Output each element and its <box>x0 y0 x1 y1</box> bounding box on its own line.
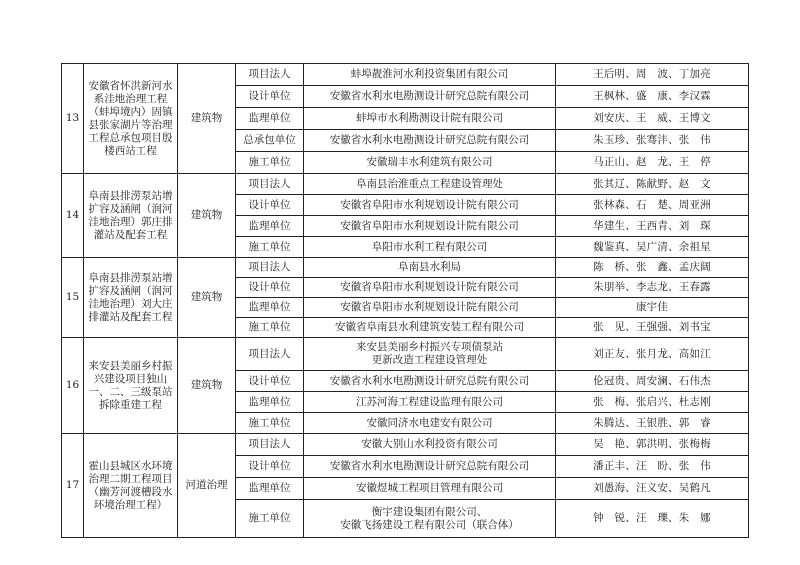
unit-role: 设计单位 <box>236 278 304 298</box>
unit-role: 施工单位 <box>236 318 304 338</box>
unit-persons: 朱朋举、李志龙、王春露 <box>556 278 749 298</box>
unit-role: 监理单位 <box>236 478 304 500</box>
unit-company <box>304 338 556 371</box>
unit-company: 安徽瑞丰水利建筑有限公司 <box>304 152 556 174</box>
unit-company: 安徽省水利水电勘测设计研究总院有限公司 <box>304 456 556 478</box>
unit-persons: 刘安庆、王 威、王博文 <box>556 108 749 130</box>
project-name: 霍山县城区水环境治理二期工程项目（幽芳河渡槽段水环境治理工程） <box>84 434 178 538</box>
unit-persons: 王后明、周 波、丁加亮 <box>556 64 749 86</box>
project-name: 安徽省怀洪新河水系洼地治理工程（蚌埠境内）固镇县张家湖片等治理工程总承包项目殷楼西站工程 <box>84 64 178 174</box>
project-type: 建筑物 <box>178 258 236 338</box>
unit-persons: 钟 锐、汪 瓅、朱 娜 <box>556 500 749 538</box>
unit-persons: 朱腾达、王银胜、郭 睿 <box>556 413 749 434</box>
table-row <box>62 174 749 195</box>
project-name: 阜南县排涝泵站增扩容及涵闸（润河洼地治理）郭庄排灌站及配套工程 <box>84 174 178 258</box>
unit-company: 安徽省阜阳市水利规划设计院有限公司 <box>304 216 556 237</box>
unit-company: 阜南县治淮重点工程建设管理处 <box>304 174 556 195</box>
row-number: 13 <box>62 64 84 174</box>
unit-role: 项目法人 <box>236 64 304 86</box>
unit-role: 监理单位 <box>236 216 304 237</box>
unit-company-line: 来安县美丽乡村振兴专项债泵站 <box>356 341 503 353</box>
unit-persons: 魏鉴真、吴广清、余祖星 <box>556 237 749 258</box>
unit-persons: 张 梅、张启兴、杜志刚 <box>556 392 749 413</box>
unit-role: 项目法人 <box>236 434 304 456</box>
unit-role: 施工单位 <box>236 500 304 538</box>
unit-company: 安徽大别山水利投资有限公司 <box>304 434 556 456</box>
unit-company: 安徽省水利水电勘测设计研究总院有限公司 <box>304 371 556 392</box>
unit-company: 蚌埠靓淮河水利投资集团有限公司 <box>304 64 556 86</box>
unit-company: 阜阳市水利工程有限公司 <box>304 237 556 258</box>
unit-role: 项目法人 <box>236 174 304 195</box>
unit-role: 设计单位 <box>236 86 304 108</box>
table-row <box>62 64 749 86</box>
unit-role: 总承包单位 <box>236 130 304 152</box>
unit-role: 监理单位 <box>236 392 304 413</box>
project-table <box>61 63 749 538</box>
unit-role: 监理单位 <box>236 108 304 130</box>
row-number: 14 <box>62 174 84 258</box>
unit-company: 安徽省阜阳市水利规划设计院有限公司 <box>304 278 556 298</box>
table-row <box>62 258 749 278</box>
unit-company <box>304 500 556 538</box>
unit-persons: 张 见、王强强、刘书宝 <box>556 318 749 338</box>
unit-role: 施工单位 <box>236 413 304 434</box>
unit-role: 设计单位 <box>236 456 304 478</box>
unit-persons: 张其辽、陈献野、赵 文 <box>556 174 749 195</box>
unit-company-line: 更新改造工程建设管理处 <box>371 354 488 366</box>
unit-role: 设计单位 <box>236 195 304 216</box>
project-type: 建筑物 <box>178 338 236 434</box>
unit-company: 江苏河海工程建设监理有限公司 <box>304 392 556 413</box>
unit-persons: 刘正友、张月龙、高如江 <box>556 338 749 371</box>
unit-persons: 朱玉珍、张骞沣、张 伟 <box>556 130 749 152</box>
unit-persons: 刘愚海、汪义安、吴鹤凡 <box>556 478 749 500</box>
unit-company: 安徽同济水电建安有限公司 <box>304 413 556 434</box>
unit-company: 安徽省水利水电勘测设计研究总院有限公司 <box>304 130 556 152</box>
unit-role: 设计单位 <box>236 371 304 392</box>
unit-role: 项目法人 <box>236 258 304 278</box>
unit-company: 安徽煜城工程项目管理有限公司 <box>304 478 556 500</box>
row-number: 17 <box>62 434 84 538</box>
project-type: 建筑物 <box>178 174 236 258</box>
unit-role: 项目法人 <box>236 338 304 371</box>
unit-persons: 张林森、石 楚、周亚洲 <box>556 195 749 216</box>
unit-persons: 马正山、赵 龙、王 停 <box>556 152 749 174</box>
unit-company: 蚌埠市水利勘测设计院有限公司 <box>304 108 556 130</box>
unit-persons: 吴 艳、郭洪明、张梅梅 <box>556 434 749 456</box>
table-row <box>62 434 749 456</box>
unit-company: 阜南县水利局 <box>304 258 556 278</box>
unit-company: 安徽省阜南县水利建筑安装工程有限公司 <box>304 318 556 338</box>
project-name: 来安县美丽乡村振兴建设项目独山一、二、三级泵站拆除重建工程 <box>84 338 178 434</box>
unit-company: 安徽省水利水电勘测设计研究总院有限公司 <box>304 86 556 108</box>
unit-role: 施工单位 <box>236 237 304 258</box>
project-type: 建筑物 <box>178 64 236 174</box>
project-name: 阜南县排涝泵站增扩容及涵闸（润河洼地治理）刘大庄排灌站及配套工程 <box>84 258 178 338</box>
unit-persons: 伦冠贵、周安澜、石伟杰 <box>556 371 749 392</box>
unit-persons: 康宇佳 <box>556 298 749 318</box>
table-row <box>62 338 749 371</box>
unit-persons: 陈 桥、张 鑫、孟庆阔 <box>556 258 749 278</box>
unit-company: 安徽省阜阳市水利规划设计院有限公司 <box>304 195 556 216</box>
unit-role: 施工单位 <box>236 152 304 174</box>
unit-persons: 华建生、王西青、刘 琛 <box>556 216 749 237</box>
unit-persons: 潘正丰、汪 盼、张 伟 <box>556 456 749 478</box>
project-type: 河道治理 <box>178 434 236 538</box>
unit-persons: 王枫林、盛 康、李汉霖 <box>556 86 749 108</box>
row-number: 16 <box>62 338 84 434</box>
unit-company: 安徽省阜阳市水利规划设计院有限公司 <box>304 298 556 318</box>
unit-role: 监理单位 <box>236 298 304 318</box>
unit-company-line: 安徽飞扬建设工程有限公司（联合体） <box>340 518 519 531</box>
unit-company-line: 衡宇建设集团有限公司、 <box>371 505 488 518</box>
row-number: 15 <box>62 258 84 338</box>
